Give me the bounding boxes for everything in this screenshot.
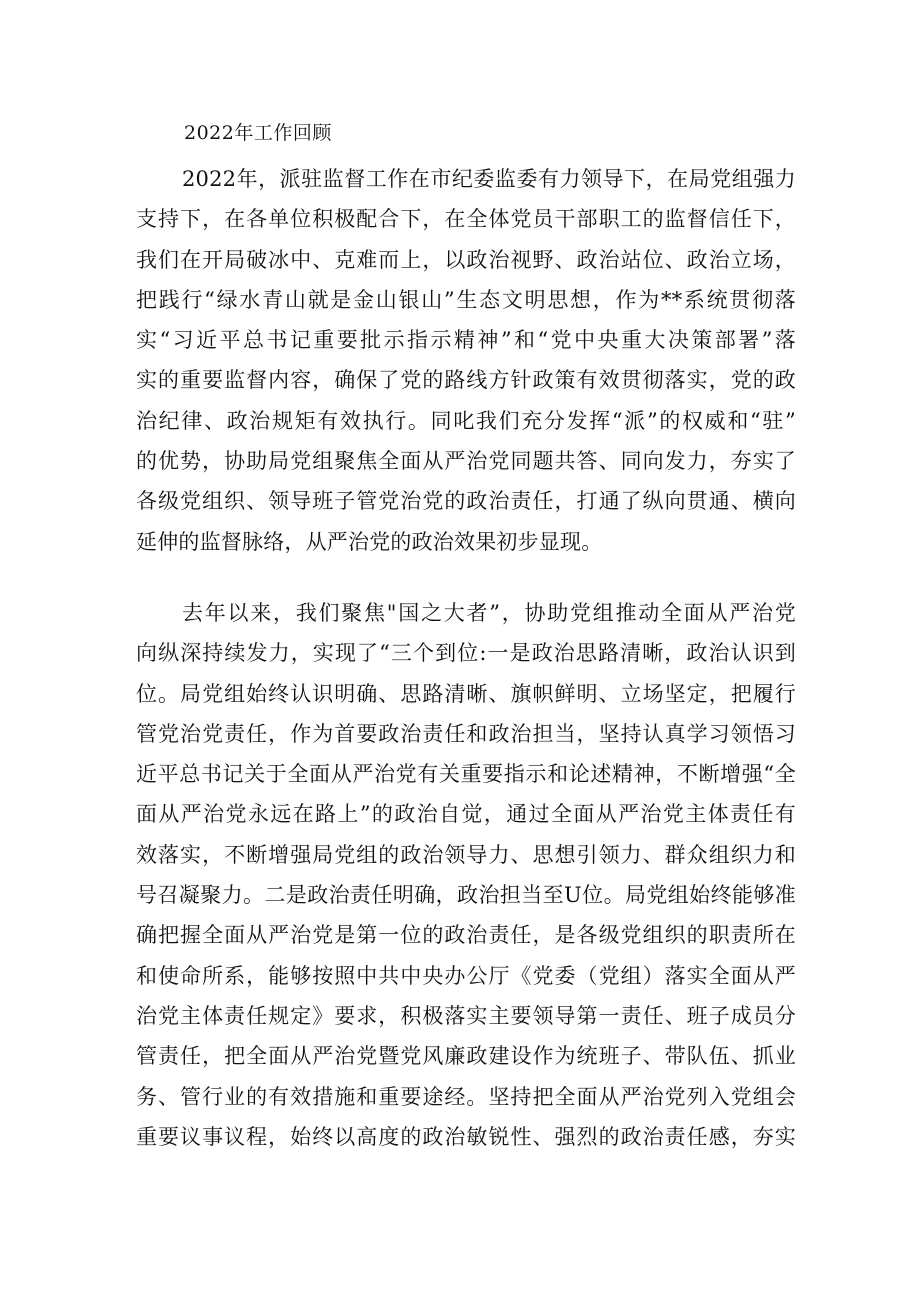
paragraph-line: 确把握全面从严治党是第一位的政治责任，是各级党组织的职责所在 xyxy=(136,923,796,948)
paragraph-line: 的优势，协助局党组聚焦全面从严治党同题共答、同向发力，夯实了 xyxy=(136,449,796,474)
paragraph-line: 治纪律、政治规矩有效执行。同叱我们充分发挥“派”的权威和“驻” xyxy=(136,408,796,433)
paragraph-line: 号召凝聚力。二是政治责任明确，政治担当至U位。局党组始终能够准 xyxy=(136,883,796,908)
paragraph-1 xyxy=(136,159,796,562)
paragraph-line: 治党主体责任规定》要求，积极落实主要领导第一责任、班子成员分 xyxy=(136,1003,796,1028)
paragraph-line: 实“习近平总书记重要批示指示精神”和“党中央重大决策部署”落 xyxy=(136,328,796,353)
paragraph-line: 2022年，派驻监督工作在市纪委监委有力领导下，在局党组强力 xyxy=(182,167,796,191)
paragraph-line: 位。局党组始终认识明确、思路清晰、旗帜鲜明、立场坚定，把履行 xyxy=(136,681,796,706)
paragraph-2 xyxy=(136,593,796,1157)
paragraph-line: 管党治党责任，作为首要政治责任和政治担当，坚持认真学习领悟习 xyxy=(136,721,796,746)
paragraph-line: 近平总书记关于全面从严治党有关重要指示和论述精神，不断增强“全 xyxy=(136,762,796,787)
paragraph-line: 支持下，在各单位积极配合下，在全体党员干部职工的监督信任下， xyxy=(136,207,796,232)
paragraph-line: 实的重要监督内容，确保了党的路线方针政策有效贯彻落实，党的政 xyxy=(136,368,796,393)
paragraph-line: 延伸的监督脉络，从严治党的政治效果初步显现。 xyxy=(136,529,603,554)
paragraph-line: 管责任，把全面从严治党暨党风廉政建设作为统班子、带队伍、抓业 xyxy=(136,1044,796,1069)
paragraph-line: 效落实，不断增强局党组的政治领导力、思想引领力、群众组织力和 xyxy=(136,842,796,867)
paragraph-line: 面从严治党永远在路上”的政治自觉，通过全面从严治党主体责任有 xyxy=(136,802,796,827)
document-heading: 2022年工作回顾 xyxy=(184,122,332,144)
paragraph-line: 我们在开局破冰中、克难而上，以政治视野、政治站位、政治立场， xyxy=(136,247,796,272)
paragraph-line: 把践行“绿水青山就是金山银山”生态文明思想，作为**系统贯彻落 xyxy=(136,287,796,312)
paragraph-line: 务、管行业的有效措施和重要途经。坚持把全面从严治党列入党组会 xyxy=(136,1084,796,1109)
paragraph-line: 重要议事议程，始终以高度的政治敏锐性、强烈的政治责任感，夯实 xyxy=(136,1124,796,1149)
paragraph-line: 去年以来，我们聚焦"国之大者”，协助党组推动全面从严治党 xyxy=(182,601,796,625)
paragraph-line: 和使命所系，能够按照中共中央办公厅《党委（党组）落实全面从严 xyxy=(136,963,796,988)
paragraph-line: 向纵深持续发力，实现了“三个到位:一是政治思路清晰，政治认识到 xyxy=(136,641,796,666)
paragraph-line: 各级党组织、领导班子管党治党的政治责任，打通了纵向贯通、横向 xyxy=(136,489,796,514)
